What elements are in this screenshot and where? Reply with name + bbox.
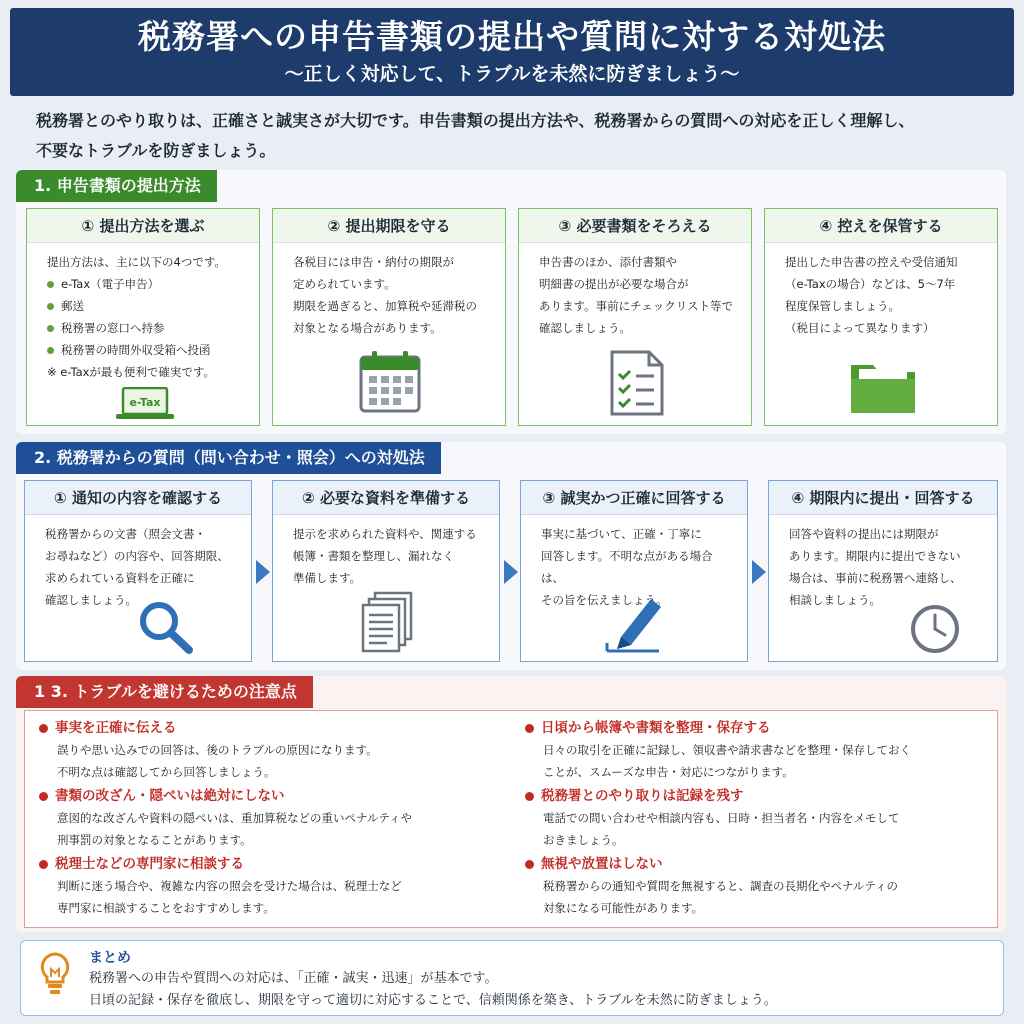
card-title: ③ 誠実かつ正確に回答する bbox=[521, 481, 747, 515]
card-line: 定められています。 bbox=[293, 277, 396, 291]
list-item: 税務署の時間外収受箱へ投函 bbox=[47, 339, 245, 361]
card-line: 申告書のほか、添付書類や bbox=[539, 255, 677, 269]
lightbulb-icon bbox=[39, 951, 71, 1001]
card-title: ① 提出方法を選ぶ bbox=[27, 209, 259, 243]
tip-heading: 税理士などの専門家に相談する bbox=[39, 853, 519, 875]
section-2-title: 2. 税務署からの質問（問い合わせ・照会）への対処法 bbox=[16, 442, 441, 474]
tip-line: 専門家に相談することをおすすめします。 bbox=[57, 901, 275, 915]
card-line: 求められている資料を正確に bbox=[45, 571, 195, 585]
magnifier-icon bbox=[137, 599, 195, 659]
card-deadline bbox=[272, 208, 506, 426]
card-intro: 提出方法は、主に以下の4つです。 bbox=[47, 255, 226, 269]
list-item: e-Tax（電子申告） bbox=[47, 273, 245, 295]
card-line: その旨を伝えましょう。 bbox=[541, 593, 668, 607]
intro-text bbox=[36, 106, 1006, 166]
card-line: 提示を求められた資料や、関連する bbox=[293, 527, 477, 541]
card-line: 場合は、事前に税務署へ連絡し、 bbox=[789, 571, 962, 585]
card-keep-copy bbox=[764, 208, 998, 426]
section-1-title: 1. 申告書類の提出方法 bbox=[16, 170, 217, 202]
tip-item bbox=[525, 853, 995, 919]
tip-item bbox=[39, 785, 519, 851]
card-line: 対象となる場合があります。 bbox=[293, 321, 442, 335]
checklist-icon bbox=[609, 349, 665, 421]
tip-heading: 税務署とのやり取りは記録を残す bbox=[525, 785, 995, 807]
tip-line: 判断に迷う場合や、複雑な内容の照会を受けた場合は、税理士など bbox=[57, 879, 402, 893]
tip-heading: 事実を正確に伝える bbox=[39, 717, 519, 739]
card-line: 確認しましょう。 bbox=[45, 593, 137, 607]
card-line: 事実に基づいて、正確・丁寧に bbox=[541, 527, 702, 541]
tip-line: 刑事罰の対象となることがあります。 bbox=[57, 833, 252, 847]
card-title: ③ 必要書類をそろえる bbox=[519, 209, 751, 243]
section-2-panel bbox=[16, 442, 1006, 670]
summary-line-2: 日頃の記録・保存を徹底し、期限を守って適切に対応することで、信頼関係を築き、トラブルを未然に防ぎましょう。 bbox=[89, 993, 777, 1008]
card-line: あります。事前にチェックリスト等で bbox=[539, 299, 734, 313]
method-list bbox=[47, 273, 245, 361]
card-line: 提出した申告書の控えや受信通知 bbox=[785, 255, 958, 269]
card-submit-on-time bbox=[768, 480, 998, 662]
arrow-right-icon bbox=[504, 560, 518, 584]
page-header bbox=[10, 8, 1014, 96]
calendar-icon bbox=[357, 349, 423, 419]
card-check-notice bbox=[24, 480, 252, 662]
summary-box bbox=[20, 940, 1004, 1016]
page-subtitle: 〜正しく対応して、トラブルを未然に防ぎましょう〜 bbox=[284, 63, 740, 85]
list-item: 郵送 bbox=[47, 295, 245, 317]
tip-line: 日々の取引を正確に記録し、領収書や請求書などを整理・保存しておく bbox=[543, 743, 911, 757]
folder-icon bbox=[849, 357, 917, 419]
card-line: お尋ねなど）の内容や、回答期限、 bbox=[45, 549, 229, 563]
card-title: ② 提出期限を守る bbox=[273, 209, 505, 243]
card-line: 相談しましょう。 bbox=[789, 593, 881, 607]
tip-line: 電話での問い合わせや相談内容も、日時・担当者名・内容をメモして bbox=[543, 811, 900, 825]
pen-icon bbox=[603, 593, 667, 657]
tip-heading: 無視や放置はしない bbox=[525, 853, 995, 875]
card-answer-honestly bbox=[520, 480, 748, 662]
card-title: ① 通知の内容を確認する bbox=[25, 481, 251, 515]
tip-line: 誤りや思い込みでの回答は、後のトラブルの原因になります。 bbox=[57, 743, 378, 757]
tip-item bbox=[525, 717, 995, 783]
intro-line-1: 税務署とのやり取りは、正確さと誠実さが大切です。申告書類の提出方法や、税務署からの質問への対応を正しく理解し、 bbox=[36, 111, 915, 130]
card-note: ※ e-Taxが最も便利で確実です。 bbox=[47, 365, 216, 379]
laptop-icon bbox=[115, 387, 175, 425]
tip-line: おきましょう。 bbox=[543, 833, 624, 847]
card-line: （税目によって異なります） bbox=[785, 321, 935, 335]
card-line: 帳簿・書類を整理し、漏れなく bbox=[293, 549, 454, 563]
card-title: ④ 控えを保管する bbox=[765, 209, 997, 243]
card-line: 期限を過ぎると、加算税や延滞税の bbox=[293, 299, 477, 313]
intro-line-2: 不要なトラブルを防ぎましょう。 bbox=[36, 141, 276, 160]
card-choose-method bbox=[26, 208, 260, 426]
summary-title: まとめ bbox=[89, 950, 131, 966]
tip-line: 税務署からの通知や質問を無視すると、調査の長期化やペナルティの bbox=[543, 879, 899, 893]
card-title: ② 必要な資料を準備する bbox=[273, 481, 499, 515]
tip-heading: 日頃から帳簿や書類を整理・保存する bbox=[525, 717, 995, 739]
tip-item bbox=[39, 853, 519, 919]
page-title: 税務署への申告書類の提出や質問に対する対処法 bbox=[138, 17, 886, 56]
section-3-title: 1 3. トラブルを避けるための注意点 bbox=[16, 676, 313, 708]
card-line: 回答します。不明な点がある場合は、 bbox=[541, 549, 713, 585]
tip-item bbox=[39, 717, 519, 783]
tip-line: 意図的な改ざんや資料の隠ぺいは、重加算税などの重いペナルティや bbox=[57, 811, 413, 825]
card-line: 準備します。 bbox=[293, 571, 362, 585]
card-prepare-materials bbox=[272, 480, 500, 662]
card-line: 確認しましょう。 bbox=[539, 321, 631, 335]
card-line: 税務署からの文書（照会文書・ bbox=[45, 527, 206, 541]
card-line: あります。期限内に提出できない bbox=[789, 549, 961, 563]
documents-icon bbox=[361, 591, 415, 657]
card-line: 明細書の提出が必要な場合が bbox=[539, 277, 689, 291]
card-title: ④ 期限内に提出・回答する bbox=[769, 481, 997, 515]
tip-heading: 書類の改ざん・隠ぺいは絶対にしない bbox=[39, 785, 519, 807]
laptop-label: e-Tax bbox=[129, 396, 161, 409]
clock-icon bbox=[909, 603, 961, 659]
summary-line-1: 税務署への申告や質問への対応は、「正確・誠実・迅速」が基本です。 bbox=[89, 971, 498, 986]
card-documents bbox=[518, 208, 752, 426]
tip-line: 不明な点は確認してから回答しましょう。 bbox=[57, 765, 276, 779]
tip-line: 対象になる可能性があります。 bbox=[543, 901, 704, 915]
card-line: 各税目には申告・納付の期限が bbox=[293, 255, 454, 269]
card-line: （e-Taxの場合）などは、5〜7年 bbox=[785, 277, 956, 291]
arrow-right-icon bbox=[256, 560, 270, 584]
tips-box bbox=[24, 710, 998, 928]
tip-item bbox=[525, 785, 995, 851]
card-line: 程度保管しましょう。 bbox=[785, 299, 900, 313]
arrow-right-icon bbox=[752, 560, 766, 584]
list-item: 税務署の窓口へ持参 bbox=[47, 317, 245, 339]
tip-line: ことが、スムーズな申告・対応につながります。 bbox=[543, 765, 794, 779]
card-line: 回答や資料の提出には期限が bbox=[789, 527, 939, 541]
section-1-panel bbox=[16, 170, 1006, 434]
